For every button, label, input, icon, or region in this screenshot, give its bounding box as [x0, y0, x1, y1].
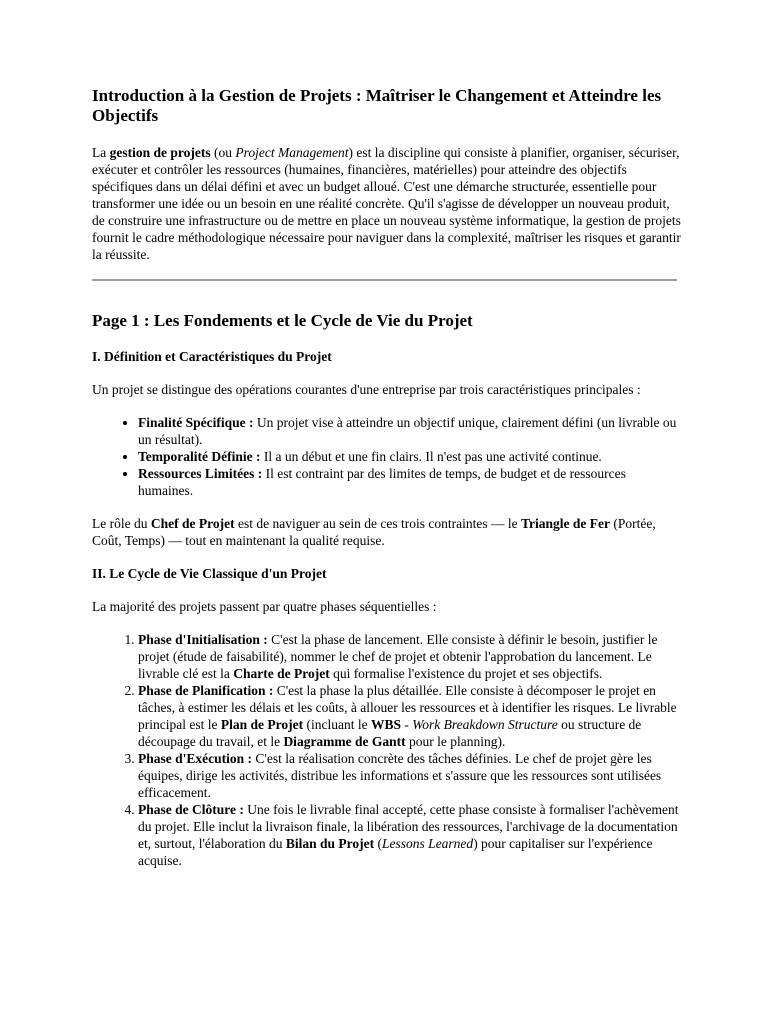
role-text: (Portée, Coût, Temps) — tout en maintenant la qualité requise. — [92, 516, 656, 548]
role-bold-term: Triangle de Fer — [521, 516, 610, 531]
list-item — [138, 465, 684, 499]
list-item — [138, 631, 684, 682]
list-item — [138, 801, 684, 869]
item-term: Ressources Limitées : — [138, 466, 263, 481]
phase-text: ) pour capitaliser sur l'expérience acquise. — [138, 836, 653, 868]
section-divider — [92, 279, 677, 281]
list-item — [138, 448, 684, 465]
section1-lead: Un projet se distingue des opérations courantes d'une entreprise par trois caractéristiques principales : — [92, 382, 641, 397]
role-bold-term: Chef de Projet — [150, 516, 235, 531]
phase-italic-term: Work Breakdown Structure — [412, 717, 558, 732]
phases-list — [92, 631, 684, 869]
phase-text: qui formalise l'existence du projet et ses objectifs. — [329, 666, 603, 681]
phase-text: ou structure de découpage du travail, et le — [138, 717, 642, 749]
phase-bold-term: Plan de Projet — [220, 717, 304, 732]
phase-text: (incluant le — [303, 717, 371, 732]
list-item — [138, 414, 684, 448]
item-text: Un projet vise à atteindre un objectif unique, clairement défini (un livrable ou un résultat). — [138, 415, 677, 447]
phase-bold-term: WBS — [370, 717, 401, 732]
intro-bold-term: gestion de projets — [109, 145, 211, 160]
intro-paragraph — [92, 144, 684, 263]
intro-text: La — [92, 145, 110, 160]
phase-bold-term: Charte de Projet — [233, 666, 330, 681]
role-text: Le rôle du — [92, 516, 151, 531]
phase-text: Une fois le livrable final accepté, cette phase consiste à formaliser l'achèvement du projet. Elle inclut la livraison finale, la libération des ressources, l'archivage de la documentation et, surtout, l'élaboration du — [138, 802, 679, 851]
intro-text: (ou — [210, 145, 236, 160]
phase-text: C'est la réalisation concrète des tâches définies. Le chef de projet gère les équipes, dirige les activités, distribue les informations et s'assure que les ressources sont utilisées efficacement. — [138, 751, 662, 800]
section1-heading: I. Définition et Caractéristiques du Projet — [92, 349, 332, 364]
document-title: Introduction à la Gestion de Projets : Maîtriser le Changement et Atteindre les Objectifs — [92, 86, 662, 125]
list-item — [138, 750, 684, 801]
phase-text: - — [400, 717, 413, 732]
section2-heading: II. Le Cycle de Vie Classique d'un Projet — [92, 566, 327, 581]
role-paragraph — [92, 515, 684, 549]
phase-bold-term: Diagramme de Gantt — [283, 734, 406, 749]
intro-italic-term: Project Management — [235, 145, 349, 160]
list-item — [138, 682, 684, 750]
phase-text: C'est la phase la plus détaillée. Elle consiste à décomposer le projet en tâches, à estimer les délais et les coûts, à allouer les ressources et à identifier les risques. Le livrable principal est le — [138, 683, 677, 732]
role-text: est de naviguer au sein de ces trois contraintes — le — [234, 516, 522, 531]
phase-text: pour le planning). — [405, 734, 506, 749]
phase-text: ( — [374, 836, 383, 851]
phase-term: Phase de Planification : — [138, 683, 274, 698]
item-term: Temporalité Définie : — [138, 449, 261, 464]
phase-term: Phase d'Initialisation : — [138, 632, 268, 647]
phase-bold-term: Bilan du Projet — [285, 836, 375, 851]
intro-text: ) est la discipline qui consiste à planifier, organiser, sécuriser, exécuter et contrôler les ressources (humaines, financières, matérielles) pour atteindre des objectifs spécifiques dans un délai défini et avec un budget alloué. C'est une démarche structurée, essentielle pour transformer une idée ou un besoin en une réalité concrète. Qu'il s'agisse de développer un nouveau produit, de construire une infrastructure ou de mettre en place un nouveau système informatique, la gestion de projets fournit le cadre méthodologique nécessaire pour naviguer dans la complexité, maîtriser les risques et garantir la réussite. — [92, 145, 681, 262]
section2-lead: La majorité des projets passent par quatre phases séquentielles : — [92, 599, 437, 614]
characteristics-list — [92, 414, 684, 499]
phase-italic-term: Lessons Learned — [382, 836, 474, 851]
page1-heading: Page 1 : Les Fondements et le Cycle de Vie du Projet — [92, 311, 473, 330]
phase-term: Phase d'Exécution : — [138, 751, 253, 766]
document-content — [92, 86, 684, 885]
phase-text: C'est la phase de lancement. Elle consiste à définir le besoin, justifier le projet (étude de faisabilité), nommer le chef de projet et obtenir l'approbation du lancement. Le livrable clé est la — [138, 632, 658, 681]
item-text: Il a un début et une fin clairs. Il n'est pas une activité continue. — [260, 449, 602, 464]
phase-term: Phase de Clôture : — [138, 802, 244, 817]
item-text: Il est contraint par des limites de temps, de budget et de ressources humaines. — [138, 466, 626, 498]
item-term: Finalité Spécifique : — [138, 415, 254, 430]
